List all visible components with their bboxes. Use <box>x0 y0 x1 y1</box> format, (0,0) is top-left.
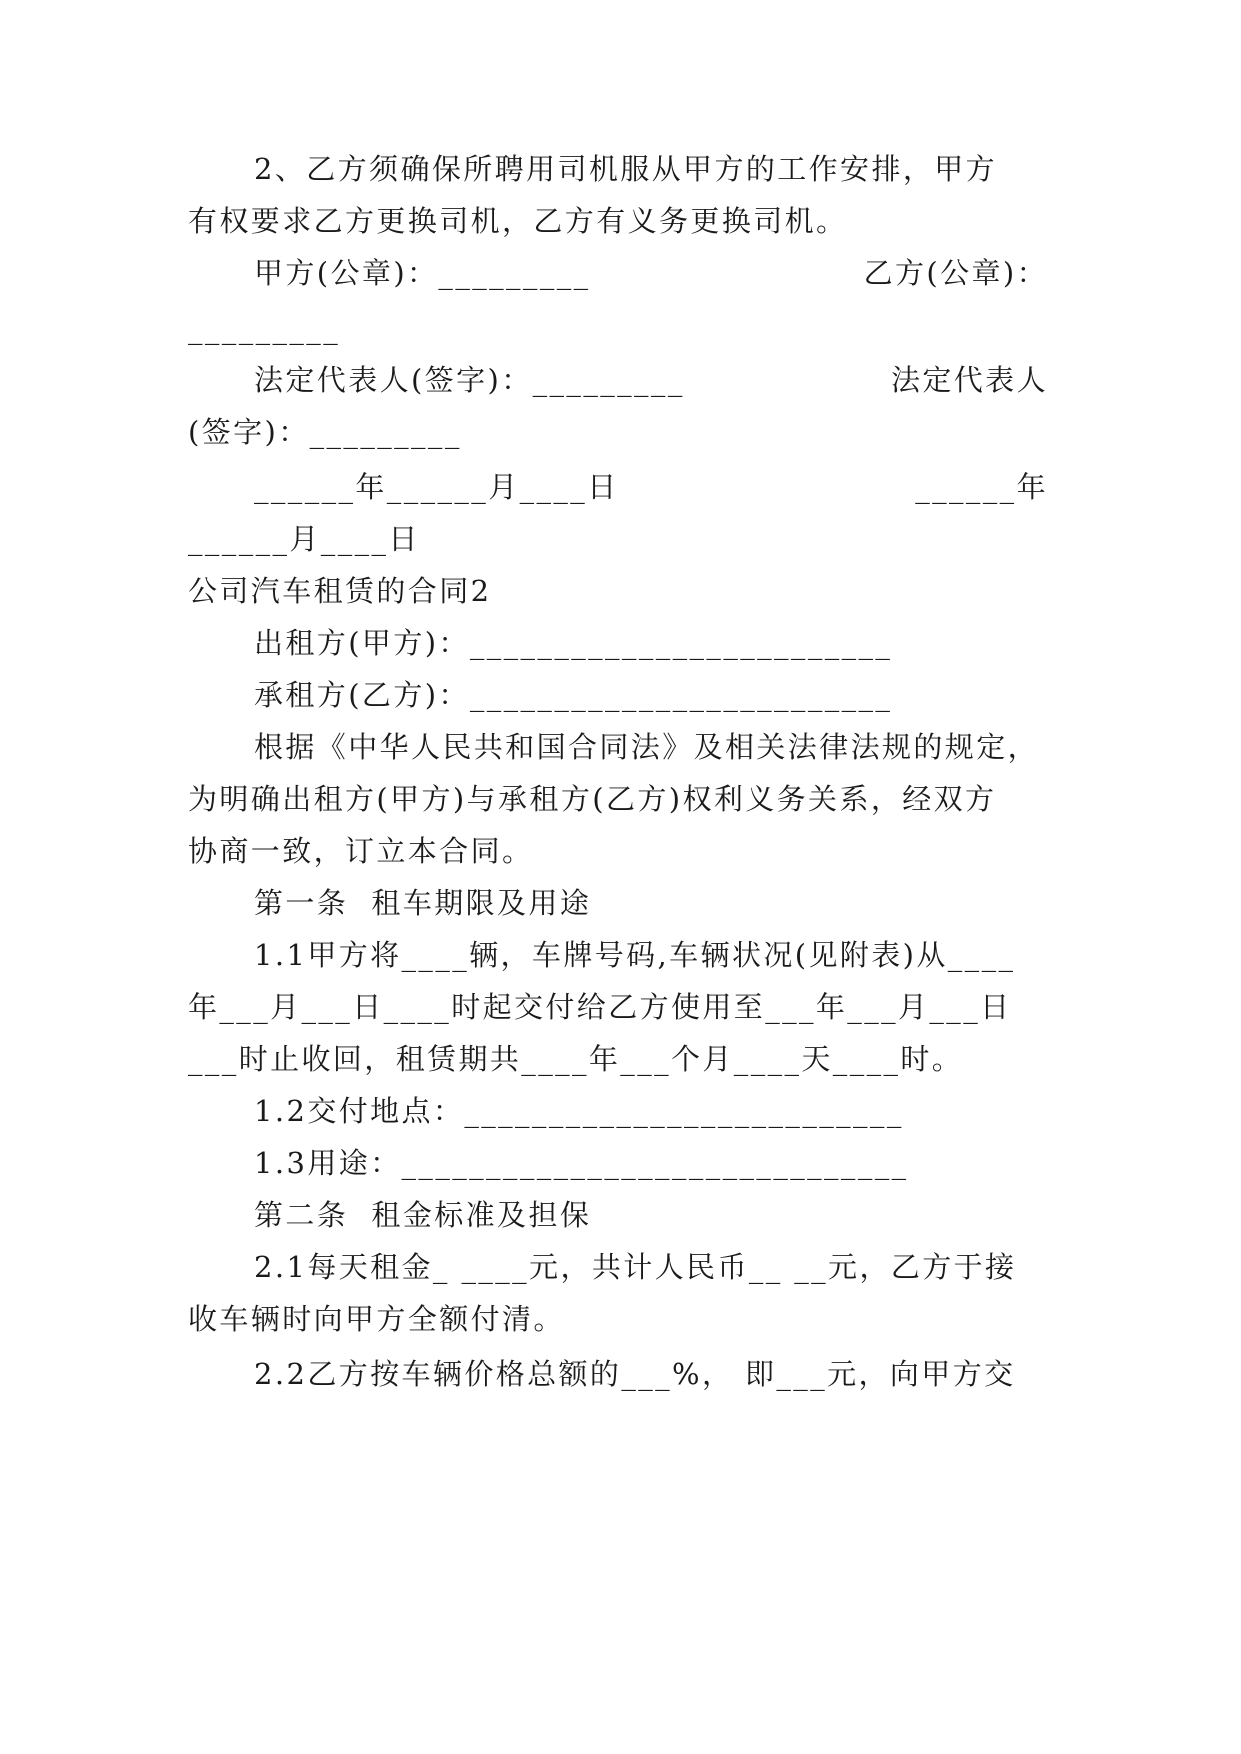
text-line: 收车辆时向甲方全额付清。 <box>188 1302 565 1336</box>
article-heading: 第二条 租金标准及担保 <box>254 1198 592 1232</box>
text-line: 2.2乙方按车辆价格总额的___%， 即___元，向甲方交 <box>254 1357 1016 1391</box>
party-b-representative-label: 法定代表人 <box>890 363 1048 397</box>
text-line: 协商一致，订立本合同。 <box>188 834 534 868</box>
text-line: 2.1每天租金_ ____元，共计人民币__ __元，乙方于接 <box>254 1250 1017 1284</box>
text-line: 有权要求乙方更换司机，乙方有义务更换司机。 <box>188 204 848 238</box>
party-a-date-line: ______年______月____日 <box>254 470 619 504</box>
party-a-seal-line: 甲方(公章)：_________ <box>254 256 591 290</box>
text-line: 2、乙方须确保所聘用司机服从甲方的工作安排，甲方 <box>254 152 998 186</box>
party-a-representative-line: 法定代表人(签字)：_________ <box>254 363 685 397</box>
text-line: 1.1甲方将____辆，车牌号码,车辆状况(见附表)从____ <box>254 938 1016 972</box>
party-b-seal-blank: _________ <box>188 311 341 345</box>
delivery-location-line: 1.2交付地点：__________________________ <box>254 1094 904 1128</box>
text-line: 年___月___日____时起交付给乙方使用至___年___月___日 <box>188 990 1012 1024</box>
article-heading: 第一条 租车期限及用途 <box>254 886 592 920</box>
lessor-line: 出租方(甲方)：_________________________ <box>254 626 893 660</box>
party-b-date-month-day: ______月____日 <box>188 522 420 556</box>
contract-title: 公司汽车租赁的合同2 <box>188 574 492 608</box>
text-line: 为明确出租方(甲方)与承租方(乙方)权利义务关系，经双方 <box>188 782 997 816</box>
party-b-date-year: ______年 <box>915 470 1048 504</box>
party-b-seal-line: 乙方(公章)： <box>863 256 1048 290</box>
text-line: ___时止收回，租赁期共____年___个月____天____时。 <box>188 1042 964 1076</box>
lessee-line: 承租方(乙方)：_________________________ <box>254 678 893 712</box>
text-line: 根据《中华人民共和国合同法》及相关法律法规的规定， <box>254 730 1040 764</box>
usage-line: 1.3用途：______________________________ <box>254 1146 909 1180</box>
party-b-representative-signature: (签字)：_________ <box>188 415 462 449</box>
